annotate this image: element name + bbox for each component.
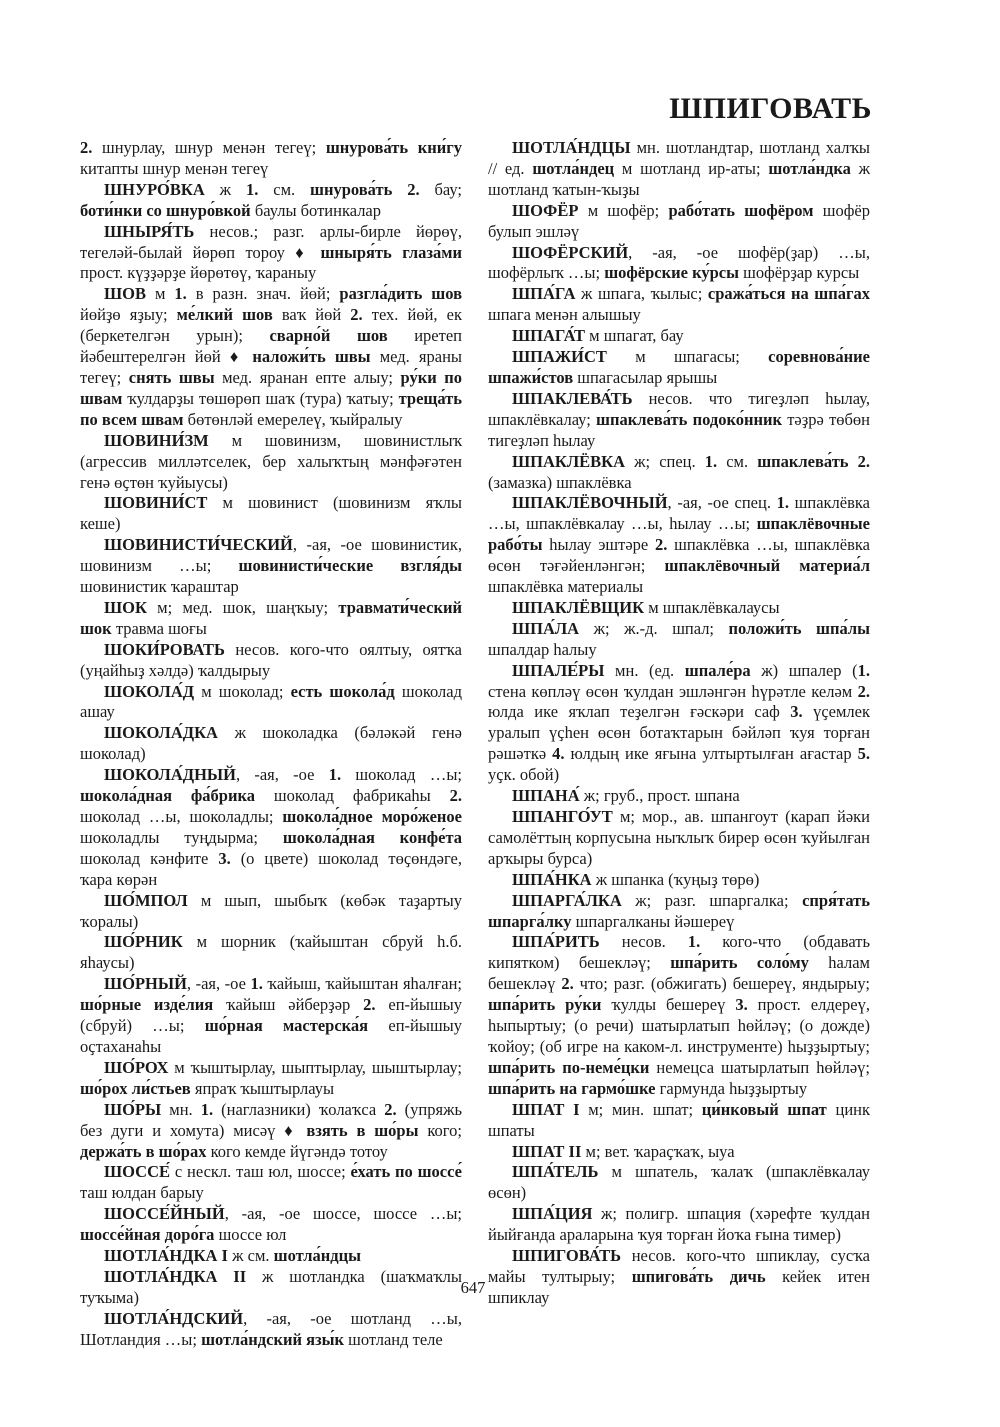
dictionary-entry xyxy=(80,1246,462,1267)
entry-headword: ШОВИНИ́ЗМ xyxy=(104,430,209,450)
entry-headword: 2. xyxy=(350,305,363,325)
dictionary-entry xyxy=(80,932,462,974)
entry-text: м шовинист (шовинизм яҡлы кеше) xyxy=(80,493,462,534)
dictionary-entry xyxy=(80,723,462,765)
entry-text: ж; полигр. шпация (хәрефте ҡулдан йыйғанда араларына ҡуя торған йоҡа ғына тимер) xyxy=(488,1204,870,1245)
entry-headword: шпа́рить соло́му xyxy=(670,953,809,973)
entry-text: шпагасылар ярышы xyxy=(573,367,718,387)
entry-headword: ШПАЖИ́СТ xyxy=(512,347,607,367)
entry-headword: 2. xyxy=(407,179,420,199)
entry-text: уҫк. обой) xyxy=(488,765,560,785)
entry-text: несов. кого-что оялтыу, оятҡа (уңайһыҙ хәлдә) ҡалдырыу xyxy=(80,639,462,680)
entry-headword: ШПАКЛЕВА́ТЬ xyxy=(512,388,633,408)
entry-text: кого-что (обдавать кипятком) бешекләү; xyxy=(488,932,870,973)
dictionary-entry xyxy=(80,1058,462,1100)
entry-headword: боти́нки со шнуро́вкой xyxy=(80,200,251,220)
entry-headword: шотла́ндка xyxy=(768,158,851,178)
entry-text: кого; xyxy=(418,1120,462,1140)
dictionary-entry xyxy=(488,807,870,870)
entry-text: травма шоғы xyxy=(111,618,207,638)
entry-text: бөтөнләй емерелеү, ҡыйралыу xyxy=(183,409,403,429)
entry-text: что; разг. (обжигать) бешереү, яндырыу; xyxy=(573,974,870,994)
entry-text: м шотланд ир-аты; xyxy=(614,158,769,178)
entry-text xyxy=(849,452,858,471)
entry-headword: треща́ть по всем швам xyxy=(80,388,462,429)
entry-headword: 3. xyxy=(735,995,748,1015)
dictionary-entry xyxy=(488,138,870,201)
entry-text: с нескл. таш юл, шоссе; xyxy=(170,1162,351,1182)
dictionary-entry xyxy=(488,201,870,243)
entry-text: ж xyxy=(204,179,246,199)
entry-headword: ШО́РНЫЙ xyxy=(104,974,187,994)
entry-headword: ШПАКЛЁВКА xyxy=(512,451,626,471)
entry-text: юлда ике яҡлап теҙелгән ғәскәри саф xyxy=(488,702,791,722)
entry-text: еп-йышыу оҫтаханаһы xyxy=(80,1016,462,1056)
entry-headword: шо́рох ли́стьев xyxy=(80,1078,191,1098)
entry-headword: ШО́РЫ xyxy=(104,1099,162,1119)
entry-text: , -ая, -ое шотланд …ы, Шотландия …ы; xyxy=(80,1308,462,1349)
entry-text: шоссе юл xyxy=(214,1225,287,1245)
entry-headword: шпаклева́ть xyxy=(757,451,849,471)
entry-headword: травмати́ческий шок xyxy=(80,597,462,638)
entry-text: ҡулды бешереү xyxy=(601,995,736,1015)
entry-text: , -ая, -ое спец. xyxy=(667,493,777,513)
dictionary-entry xyxy=(80,682,462,724)
entry-headword: ШОТЛА́НДЦЫ xyxy=(512,138,631,157)
dictionary-entry xyxy=(80,222,462,285)
entry-headword: ШОССЕ́ЙНЫЙ xyxy=(104,1204,225,1224)
entry-text: немецса шатырлатып һөйләү; xyxy=(649,1057,870,1077)
entry-headword: 1. xyxy=(857,660,870,680)
entry-headword: ШПА́РИТЬ xyxy=(512,932,600,952)
entry-headword: шовинисти́ческие взгля́ды xyxy=(238,556,462,576)
entry-text: , -ая, -ое шофёр(ҙар) …ы, шофёрлыҡ …ы; xyxy=(488,242,870,283)
entry-text: ж; спец. xyxy=(625,451,705,471)
entry-text: ж шотландка (шаҡмаҡлы туҡыма) xyxy=(80,1266,462,1307)
entry-headword: ШПАНГО́УТ xyxy=(512,807,613,826)
entry-text: прост. елдереү, һыпыртыу; (о речи) шатырлатып һөйләү; (о дожде) ҡойоу; (об игре на каком-л. инструменте) һыҙҙыртыу; xyxy=(488,995,870,1056)
entry-text: тәҙрә төбөн тигеҙләп һылау xyxy=(488,409,870,450)
entry-text: йөйҙө яҙыу; xyxy=(80,305,177,325)
dictionary-entry xyxy=(80,1309,462,1351)
entry-headword: ШОКОЛА́ДНЫЙ xyxy=(104,765,236,785)
dictionary-entry xyxy=(488,870,870,891)
dictionary-entry xyxy=(80,1100,462,1163)
entry-text: иретеп йәбештерелгән йөй ♦ xyxy=(80,326,462,367)
dictionary-entry xyxy=(80,765,462,890)
entry-headword: шпале́ра xyxy=(684,660,751,680)
entry-text: шпаргалканы йәшереү xyxy=(571,911,735,931)
entry-text: стена көпләү өсөн ҡулдан эшләнгән һүрәтле келәм xyxy=(488,681,858,701)
dictionary-entry xyxy=(80,640,462,682)
entry-text: м шоколад; xyxy=(194,681,291,701)
dictionary-entry xyxy=(80,284,462,430)
dictionary-entry xyxy=(80,431,462,494)
entry-headword: положи́ть шпа́лы xyxy=(728,618,870,638)
entry-headword: ШПА́ГА xyxy=(512,284,576,304)
entry-text: шпалдар һалыу xyxy=(488,639,597,659)
entry-text: ж; груб., прост. шпана xyxy=(579,786,740,806)
entry-headword: есть шокола́д xyxy=(290,681,395,701)
entry-headword: ШОКОЛА́Д xyxy=(104,681,195,701)
entry-text: шоколад ашау xyxy=(80,681,462,722)
entry-headword: ШПА́ТЕЛЬ xyxy=(512,1162,599,1182)
entry-text: шофёр булып эшләү xyxy=(488,200,870,241)
entry-headword: ШОКИ́РОВАТЬ xyxy=(104,639,225,659)
entry-text: баулы ботинкалар xyxy=(250,200,382,220)
entry-text: м; мин. шпат; xyxy=(579,1099,702,1119)
entry-headword: шпаклёвочные рабо́ты xyxy=(488,514,870,555)
entry-text: ж) шпалер ( xyxy=(750,660,858,680)
entry-text: ж; ж.-д. шпал; xyxy=(579,618,729,638)
dictionary-entry xyxy=(488,243,870,285)
entry-text: ж см. xyxy=(227,1246,274,1266)
dictionary-entry xyxy=(80,891,462,933)
entry-text: ж шотланд ҡатын-ҡыҙы xyxy=(488,158,870,199)
entry-text: ҡулдарҙы төшөрөп шаҡ (тура) ҡатыу; xyxy=(122,388,399,408)
entry-headword: ШО́МПОЛ xyxy=(104,890,188,910)
entry-headword: ШПАРГА́ЛКА xyxy=(512,890,622,910)
entry-text: м шовинизм, шовинистлыҡ (агрессив милләтселек, бер халыҡтың мәнфәғәтен генә өҫтөн ҡуйыусы) xyxy=(80,430,462,492)
entry-headword: ШОВИНИСТИ́ЧЕСКИЙ xyxy=(104,535,293,555)
dictionary-entry xyxy=(80,598,462,640)
entry-headword: 1. xyxy=(687,932,701,952)
entry-text: (о цвете) шоколад төҫөндәге, ҡара көрән xyxy=(80,848,462,889)
entry-text: (замазка) шпаклёвка xyxy=(488,472,632,492)
entry-text: м шпагат, бау xyxy=(585,326,684,346)
entry-text: шоколад фабрикаһы xyxy=(255,786,450,806)
entry-headword: ШОФЁР xyxy=(512,200,579,220)
entry-text: ҡайыш әйберҙәр xyxy=(213,995,364,1015)
entry-text: м шофёр; xyxy=(578,200,669,220)
entry-headword: ШПА́ЦИЯ xyxy=(512,1204,593,1224)
dictionary-entry xyxy=(488,452,870,494)
entry-text: цинк шпаты xyxy=(488,1099,870,1140)
dictionary-entry xyxy=(488,1142,870,1163)
entry-text: см. xyxy=(717,451,758,471)
entry-text: бау; xyxy=(419,179,463,199)
entry-headword: 2. xyxy=(857,681,870,701)
entry-headword: шокола́дная фа́брика xyxy=(80,786,256,806)
entry-text: шотланд теле xyxy=(344,1329,443,1349)
entry-headword: ШОССЕ́ xyxy=(104,1162,170,1182)
entry-text: мед. яранан епте алыу; xyxy=(214,367,401,387)
entry-text: м; мор., ав. шпангоут (карап йәки самолёттың корпусына ныҡлыҡ бирер өсөн ҡуйылған арҡыры бурса) xyxy=(488,807,870,868)
entry-text: юлдың ике яғына ултыртылған ағастар xyxy=(564,744,858,764)
dictionary-entry xyxy=(488,347,870,389)
entry-text: м шып, шыбыҡ (көбәк таҙартыу ҡоралы) xyxy=(80,890,462,931)
entry-headword: ШПИГОВА́ТЬ xyxy=(512,1246,622,1266)
entry-headword: 4. xyxy=(552,744,565,764)
entry-headword: ШОТЛА́НДСКИЙ xyxy=(104,1308,244,1328)
entry-headword: шпа́рить на гармо́шке xyxy=(488,1078,656,1098)
entry-text: шпага менән алышыу xyxy=(488,305,641,325)
entry-headword: сварно́й шов xyxy=(269,326,388,346)
entry-text: мед. яраны тегеү; xyxy=(80,347,462,387)
dictionary-entry xyxy=(488,619,870,661)
entry-headword: ШПАГА́Т xyxy=(512,326,586,346)
entry-text: мн. шотландтар, шотланд халҡы // ед. xyxy=(488,138,870,178)
entry-text: шоколад …ы; xyxy=(341,765,462,785)
entry-headword: ШПАКЛЁВОЧНЫЙ xyxy=(512,493,668,513)
entry-headword: 2. xyxy=(449,786,462,806)
entry-text: шоколад …ы, шоколадлы; xyxy=(80,807,283,826)
entry-text: шофёрҙар курсы xyxy=(739,263,860,283)
dictionary-entry xyxy=(80,493,462,535)
dictionary-entry xyxy=(80,974,462,1058)
entry-text: һалам бешекләү xyxy=(488,953,870,994)
entry-headword: 3. xyxy=(790,702,803,722)
entry-headword: ШОВИНИ́СТ xyxy=(104,493,208,513)
entry-headword: ШОКОЛА́ДКА xyxy=(104,723,218,743)
entry-text: мн. xyxy=(161,1099,201,1119)
entry-text: шнурлау, шнур менән тегеү; xyxy=(92,138,326,157)
entry-text: прост. күҙҙәрҙе йөрөтөү, ҡараныу xyxy=(80,263,317,283)
entry-text: үҫемлек уралып үҫһен өсөн ботаҡтарын бәйләп ҡуя торған рәшәткә xyxy=(488,702,870,764)
entry-text: шовинистик ҡараштар xyxy=(80,577,239,597)
entry-text: м шорник (ҡайыштан сбруй һ.б. яһаусы) xyxy=(80,932,462,973)
entry-headword: ШПА́ЛА xyxy=(512,618,580,638)
dictionary-entry xyxy=(488,932,870,1099)
entry-text: , -ая, -ое xyxy=(235,765,329,785)
running-head: ШПИГОВАТЬ xyxy=(669,92,872,125)
entry-headword: шпаклева́ть подоко́нник xyxy=(596,409,783,429)
entry-headword: сража́ться на шпа́гах xyxy=(707,284,870,304)
dictionary-entry xyxy=(488,598,870,619)
entry-headword: 2. xyxy=(384,1099,397,1119)
entry-headword: 1. xyxy=(328,765,342,785)
entry-headword: ШОТЛА́НДКА II xyxy=(104,1266,247,1286)
entry-headword: шокола́дная конфе́та xyxy=(282,827,463,847)
dictionary-entry xyxy=(80,180,462,222)
entry-headword: 2. xyxy=(561,974,574,994)
entry-text: несов.; разг. арлы-бирле йөрөү, тегеләй-былай йөрөп тороу ♦ xyxy=(80,221,462,262)
entry-text: гармунда һыҙҙыртыу xyxy=(655,1078,808,1098)
entry-headword: 5. xyxy=(857,744,870,764)
entry-text: несов. xyxy=(599,932,688,952)
entry-headword: взять в шо́ры xyxy=(306,1120,419,1140)
entry-headword: держа́ть в шо́рах xyxy=(80,1141,207,1161)
entry-text: , -ая, -ое шовинистик, шовинизм …ы; xyxy=(80,535,462,576)
entry-text: в разн. знач. йөй; xyxy=(186,284,340,304)
entry-headword: ШОВ xyxy=(104,284,146,304)
entry-headword: ШОК xyxy=(104,597,147,617)
entry-headword: 2. xyxy=(80,138,93,157)
entry-headword: ШПАНА́ xyxy=(512,786,580,806)
entry-headword: ци́нковый шпат xyxy=(701,1099,827,1119)
entry-text: еп-йышыу (сбруй) …ы; xyxy=(80,995,462,1036)
entry-text: ж шоколадка (бәләкәй генә шоколад) xyxy=(80,723,462,764)
entry-headword: соревнова́ние шпажи́стов xyxy=(488,347,870,387)
entry-text: шпаклёвка материалы xyxy=(488,577,644,597)
dictionary-entry xyxy=(488,786,870,807)
entry-headword: рабо́тать шофёром xyxy=(668,200,814,220)
entry-headword: шпаклёвочный материа́л xyxy=(664,556,871,576)
entry-headword: ШОФЁРСКИЙ xyxy=(512,242,629,262)
entry-text: (упряжь без дуги и хомута) мисәү ♦ xyxy=(80,1099,462,1140)
entry-headword: шнурова́ть кни́гу xyxy=(325,138,462,157)
entry-text: , -ая, -ое xyxy=(186,974,251,994)
entry-headword: 2. xyxy=(857,451,870,471)
entry-headword: ме́лкий шов xyxy=(176,305,273,325)
entry-headword: 2. xyxy=(363,995,376,1015)
entry-text: м шпаклёвкалаусы xyxy=(644,597,780,617)
entry-text: шоколад кәнфите xyxy=(80,848,219,868)
entry-headword: спря́тать шпарга́лку xyxy=(488,890,870,931)
dictionary-entry xyxy=(488,493,870,598)
entry-headword: е́хать по шоссе́ xyxy=(350,1162,462,1182)
entry-text: һылау эштәре xyxy=(542,535,655,555)
entry-headword: шо́рная мастерска́я xyxy=(204,1016,369,1036)
entry-text: япраҡ ҡыштырлауы xyxy=(190,1078,335,1098)
entry-text: ж; разг. шпаргалка; xyxy=(621,890,803,910)
entry-headword: наложи́ть швы xyxy=(252,347,371,367)
entry-text: несов. что тигеҙләп һылау, шпаклёвкалау; xyxy=(488,388,870,429)
entry-text: м; мед. шок, шаңҡыу; xyxy=(146,597,339,617)
entry-headword: ШПАТ II xyxy=(512,1141,582,1161)
entry-headword: 2. xyxy=(654,535,668,555)
entry-headword: шо́рные изде́лия xyxy=(80,995,214,1015)
entry-text: м xyxy=(145,284,175,304)
entry-headword: шотла́ндцы xyxy=(273,1246,362,1266)
entry-text: таш юлдан барыу xyxy=(80,1183,204,1203)
dictionary-entry xyxy=(488,661,870,786)
left-column xyxy=(80,138,462,1351)
entry-headword: шотла́ндец xyxy=(532,158,615,178)
entry-text: , -ая, -ое шоссе, шоссе …ы; xyxy=(224,1204,462,1224)
entry-text: мн. (ед. xyxy=(604,660,685,680)
entry-text: ж шпанка (ҡуңыҙ төрө) xyxy=(591,869,760,889)
entry-text: м шпатель, ҡалаҡ (шпаклёвкалау өсөн) xyxy=(488,1162,870,1203)
entry-text: см. xyxy=(258,179,311,199)
entry-text: шпаклёвка …ы, шпаклёвка өсөн тәғәйенләнгән; xyxy=(488,535,870,576)
page-number: 647 xyxy=(460,1278,486,1297)
entry-headword: ШО́РНИК xyxy=(104,932,183,952)
entry-headword: снять швы xyxy=(128,367,215,387)
entry-headword: 1. xyxy=(250,974,263,994)
entry-text: китапты шнур менән тегеү xyxy=(80,158,269,178)
entry-text: кейек итен шпиклау xyxy=(488,1266,870,1307)
entry-headword: ШНУРО́ВКА xyxy=(104,179,205,199)
entry-text: ҡайыш, ҡайыштан яһалған; xyxy=(262,974,462,994)
entry-headword: шофёрские ку́рсы xyxy=(604,263,739,283)
entry-headword: ШПАЛЕ́РЫ xyxy=(512,660,605,680)
entry-text xyxy=(392,180,407,199)
entry-headword: ШПА́НКА xyxy=(512,869,592,889)
entry-headword: шокола́дное моро́женое xyxy=(282,807,463,826)
entry-text: шпаклёвка …ы, шпаклёвкалау …ы, һылау …ы; xyxy=(488,493,870,534)
entry-headword: шпа́рить ру́ки xyxy=(488,995,602,1015)
entry-headword: шпигова́ть дичь xyxy=(631,1266,766,1286)
entry-text: кого кемде йүгәндә тотоу xyxy=(206,1141,388,1161)
entry-text: ваҡ йөй xyxy=(272,305,351,325)
dictionary-entry xyxy=(488,389,870,452)
entry-headword: шнурова́ть xyxy=(310,179,393,199)
dictionary-entry xyxy=(488,1162,870,1204)
dictionary-entry xyxy=(80,1204,462,1246)
entry-headword: ШПАТ I xyxy=(512,1099,580,1119)
entry-text: тех. йөй, ек (беркетелгән урын); xyxy=(80,305,462,346)
entry-headword: шпа́рить по-неме́цки xyxy=(488,1057,650,1077)
dictionary-entry xyxy=(488,1204,870,1246)
entry-text: (наглазники) ҡолаҡса xyxy=(213,1099,385,1119)
entry-headword: ШНЫРЯ́ТЬ xyxy=(104,221,195,241)
entry-headword: ШПАКЛЁВЩИК xyxy=(512,597,645,617)
entry-headword: 1. xyxy=(776,493,789,513)
dictionary-entry xyxy=(488,326,870,347)
entry-headword: ру́ки по швам xyxy=(80,367,462,408)
entry-headword: ШОТЛА́НДКА I xyxy=(104,1246,228,1266)
entry-headword: 1. xyxy=(704,451,718,471)
entry-headword: шотла́ндский язы́к xyxy=(201,1329,345,1349)
entry-headword: 1. xyxy=(245,179,259,199)
entry-headword: 3. xyxy=(218,848,231,868)
entry-text: ж шпага, ҡылыс; xyxy=(575,284,708,304)
entry-text: м ҡыштырлау, шыптырлау, шыштырлау; xyxy=(168,1057,462,1077)
dictionary-entry xyxy=(488,284,870,326)
entry-headword: разгла́дить шов xyxy=(339,284,462,304)
entry-text: шоколадлы туңдырма; xyxy=(80,827,283,847)
dictionary-entry xyxy=(80,1162,462,1204)
right-column xyxy=(488,138,870,1309)
entry-text: м шпагасы; xyxy=(606,347,769,367)
dictionary-entry xyxy=(488,891,870,933)
dictionary-entry xyxy=(488,1100,870,1142)
entry-headword: 1. xyxy=(174,284,187,304)
entry-headword: шныря́ть глаза́ми xyxy=(320,242,462,262)
dictionary-entry xyxy=(80,535,462,598)
entry-headword: шоссе́йная доро́га xyxy=(80,1225,215,1245)
entry-headword: ШО́РОХ xyxy=(104,1057,169,1077)
entry-text: м; вет. ҡараҫҡаҡ, ыуа xyxy=(581,1141,735,1161)
entry-text: несов. кого-что шпиклау, сусҡа майы тултырыу; xyxy=(488,1246,870,1286)
dictionary-entry xyxy=(80,138,462,180)
entry-headword: 1. xyxy=(200,1099,214,1119)
